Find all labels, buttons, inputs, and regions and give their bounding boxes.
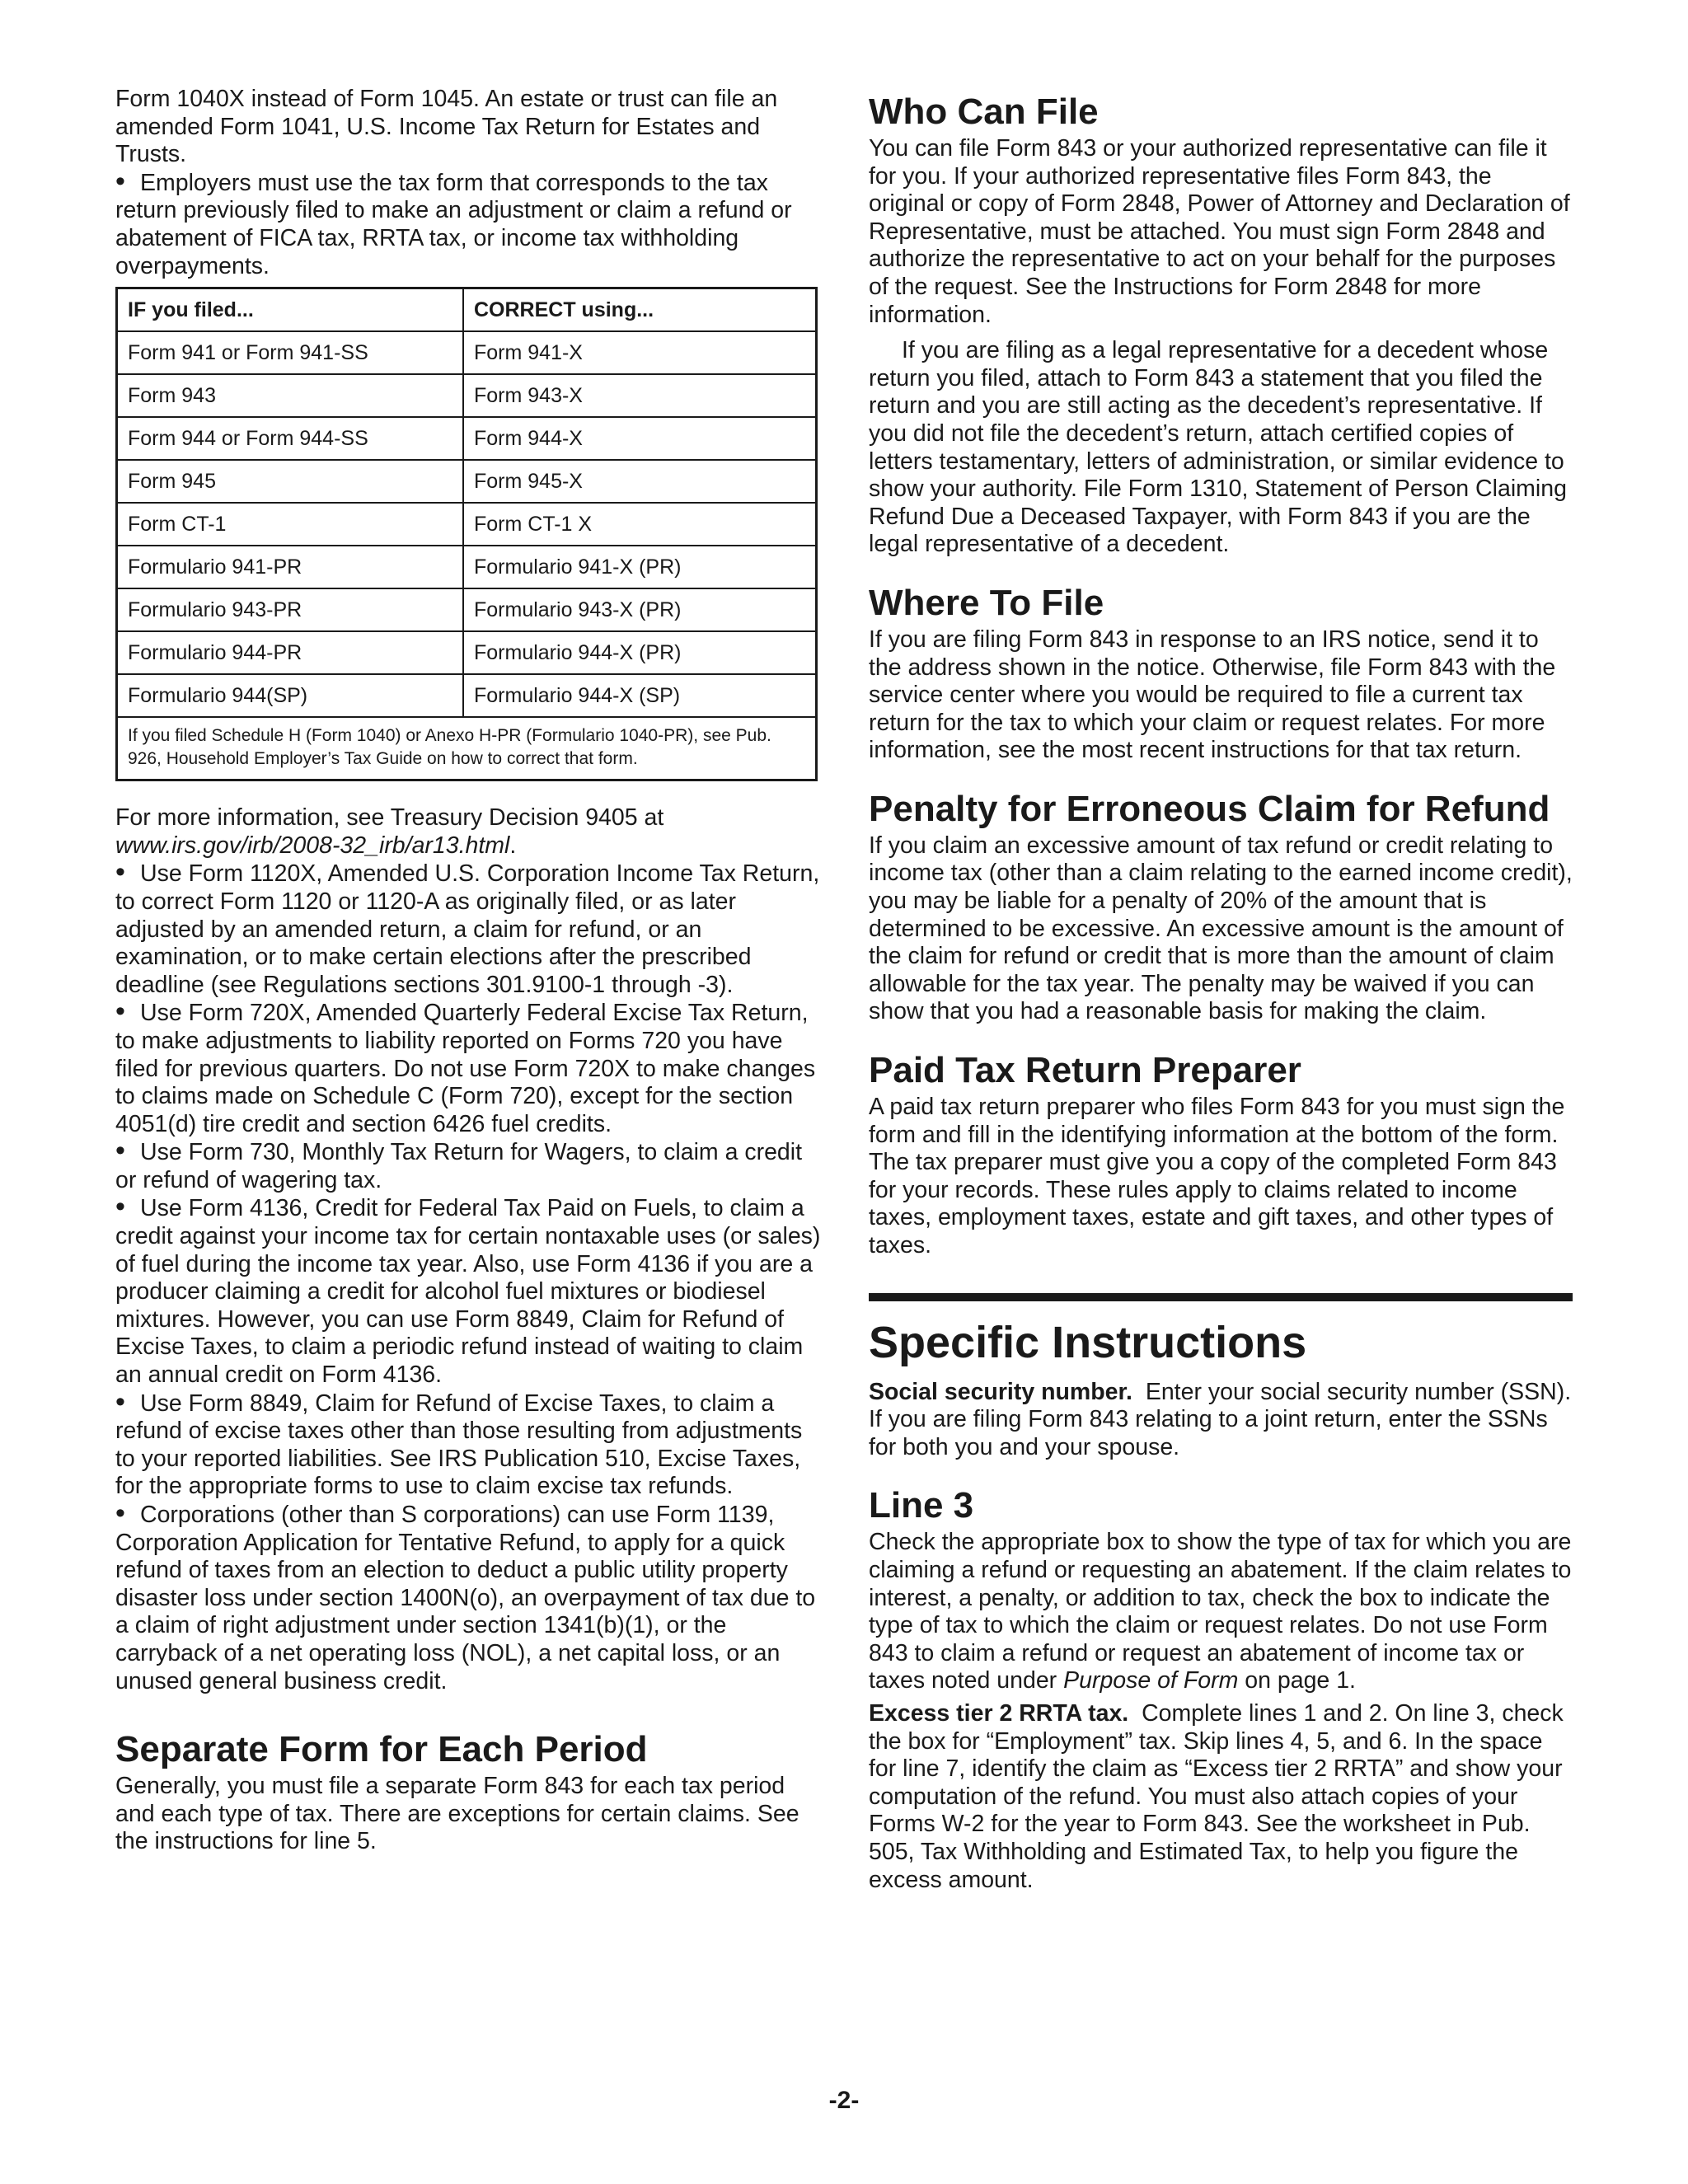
cell-correct: Form 943-X [463,374,817,417]
ssn-label: Social security number. [869,1378,1132,1405]
cell-filed: Form 945 [117,460,464,503]
form-720x-paragraph [115,999,821,1138]
line-3-paragraph [869,1529,1573,1695]
cell-correct: Formulario 943-X (PR) [463,588,817,631]
form-8849-paragraph [115,1390,821,1501]
heading-paid-preparer: Paid Tax Return Preparer [869,1050,1301,1091]
more-info-text: For more information, see Treasury Decision 9405 at [115,804,664,832]
table-row [117,503,817,546]
table-row [117,674,817,717]
more-info-period: . [509,832,517,859]
cell-correct: Formulario 941-X (PR) [463,546,817,588]
rrta-label: Excess tier 2 RRTA tax. [869,1699,1129,1727]
more-info-paragraph [115,804,821,860]
heading-specific-instructions: Specific Instructions [869,1317,1307,1367]
separate-form-paragraph: Generally, you must file a separate Form 843 for each tax period and each type of tax. There are exceptions for certain claims. See the instructions for line 5. [115,1773,799,1855]
cell-correct: Form 945-X [463,460,817,503]
table-row [117,460,817,503]
where-to-file-paragraph: If you are filing Form 843 in response to an IRS notice, send it to the address shown in the notice. Otherwise, file Form 843 with the service center where you would be required to file a current tax return for the tax to which your claim or request relates. For more information, see the most recent instructions for that tax return. [869,626,1556,764]
line-3-text: Check the appropriate box to show the type of tax for which you are claiming a refund or requesting an abatement. If the claim relates to interest, a penalty, or addition to tax, check the box to indicate the type of tax to which the claim or request relates. Do not use Form 843 to claim a refund or request an abatement of income tax or taxes noted under [869,1529,1572,1694]
rrta-paragraph [869,1700,1573,1894]
rrta-text: Complete lines 1 and 2. On line 3, check the box for “Employment” tax. Skip lines 4, 5, and 6. In the space for line 7, identify the claim as “Excess tier 2 RRTA” and show your computation of the refund. You must also attach copies of your Forms W-2 for the year to Form 843. See the worksheet in Pub. 505, Tax Withholding and Estimated Tax, to help you figure the excess amount. [869,1699,1564,1893]
employers-paragraph [115,169,821,280]
form-1139-text: Corporations (other than S corporations) can use Form 1139, Corporation Application for Tentative Refund, to apply for a quick refund of taxes from an election to deduct a public utility property disaster loss under section 1400N(o), an overpayment of tax due to a claim of right adjustment under section 1341(b)(1), or the carryback of a net operating loss (NOL), a net capital loss, or an unused general business credit. [115,1502,816,1694]
table-row [117,631,817,674]
cell-filed: Formulario 944-PR [117,631,464,674]
table-row [117,331,817,374]
form-1120x-text: Use Form 1120X, Amended U.S. Corporation Income Tax Return, to correct Form 1120 or 1120-A as originally filed, or as later adjusted by an amended return, a claim for refund, or an examination, or to make certain elections after the prescribed deadline (see Regulations sections 301.9100-1 through -3). [115,860,820,998]
treasury-decision-link[interactable]: www.irs.gov/irb/2008-32_irb/ar13.html [115,832,510,859]
cell-correct: Form 941-X [463,331,817,374]
page-number: -2- [828,2087,860,2114]
heading-line-3: Line 3 [869,1485,974,1526]
form-8849-text: Use Form 8849, Claim for Refund of Excise Taxes, to claim a refund of excise taxes other than those resulting from adjustments to your reported liabilities. See IRS Publication 510, Excise Taxes, for the appropriate forms to use to claim excise tax refunds. [115,1390,803,1500]
heading-who-can-file: Who Can File [869,91,1099,132]
ssn-paragraph [869,1379,1573,1462]
purpose-of-form-ref: Purpose of Form [1063,1667,1239,1694]
cell-correct: Form CT-1 X [463,503,817,546]
header-if-filed: IF you filed... [117,288,464,332]
section-divider-rule [869,1293,1573,1301]
who-can-file-paragraph: You can file Form 843 or your authorized representative can file it for you. If your authorized representative files Form 843, the original or copy of Form 2848, Power of Attorney and Declaration of Representative, must be attached. You must sign Form 2848 and authorize the representative to act on your behalf for the purposes of the request. See the Instructions for Form 2848 for more information. [869,135,1570,328]
ssn-text: Enter your social security number (SSN). If you are filing Form 843 relating to a joint return, enter the SSNs for both you and your spouse. [869,1378,1572,1460]
left-column [115,86,821,1856]
form-730-text: Use Form 730, Monthly Tax Return for Wagers, to claim a credit or refund of wagering tax. [115,1139,803,1193]
cell-filed: Form CT-1 [117,503,464,546]
header-correct-using: CORRECT using... [463,288,817,332]
cell-filed: Form 944 or Form 944-SS [117,417,464,460]
cell-filed: Formulario 943-PR [117,588,464,631]
form-720x-text: Use Form 720X, Amended Quarterly Federal Excise Tax Return, to make adjustments to liability reported on Forms 720 you have filed for previous quarters. Do not use Form 720X to make changes to claims made on Schedule C (Form 720), except for the section 4051(d) tire credit and section 6426 fuel credits. [115,1000,816,1137]
line-3-end: on page 1. [1245,1667,1356,1694]
employers-text: Employers must use the tax form that corresponds to the tax return previously filed to make an adjustment or claim a refund or abatement of FICA tax, RRTA tax, or income tax withholding overpayments. [115,169,792,279]
penalty-paragraph: If you claim an excessive amount of tax refund or credit relating to income tax (other than a claim relating to the earned income credit), you may be liable for a penalty of 20% of the amount that is determined to be excessive. An excessive amount is the amount of the claim for refund or credit that is more than the amount of claim allowable for the tax year. The penalty may be waived if you can show that you had a reasonable basis for making the claim. [869,832,1573,1025]
form-4136-paragraph [115,1194,821,1389]
heading-where-to-file: Where To File [869,582,1104,623]
cell-correct: Form 944-X [463,417,817,460]
table-row [117,417,817,460]
form-4136-text: Use Form 4136, Credit for Federal Tax Paid on Fuels, to claim a credit against your income tax for certain nontaxable uses (or sales) of fuel during the income tax year. Also, use Form 4136 if you are a producer claiming a credit for alcohol fuel mixtures or biodiesel mixtures. However, you can use Form 8849, Claim for Refund of Excise Taxes, to claim a periodic refund instead of waiting to claim an annual credit on Form 4136. [115,1195,821,1389]
form-1120x-paragraph [115,860,821,999]
paid-preparer-paragraph: A paid tax return preparer who files Form 843 for you must sign the form and fill in the identifying information at the bottom of the form. The tax preparer must give you a copy of the completed Form 843 for your records. These rules apply to claims related to income taxes, employment taxes, estate and gift taxes, and other types of taxes. [869,1094,1565,1258]
cell-filed: Form 941 or Form 941-SS [117,331,464,374]
cell-filed: Formulario 941-PR [117,546,464,588]
heading-separate-form: Separate Form for Each Period [115,1729,648,1770]
form-730-paragraph [115,1138,821,1194]
table-row [117,374,817,417]
right-column [869,89,1573,1894]
table-row [117,588,817,631]
table-note: If you filed Schedule H (Form 1040) or Anexo H-PR (Formulario 1040-PR), see Pub. 926, Household Employer’s Tax Guide on how to correct that form. [117,717,817,780]
table-note-row [117,717,817,780]
table-row [117,546,817,588]
heading-penalty: Penalty for Erroneous Claim for Refund [869,788,1550,829]
cell-filed: Form 943 [117,374,464,417]
cell-correct: Formulario 944-X (PR) [463,631,817,674]
cell-filed: Formulario 944(SP) [117,674,464,717]
cell-correct: Formulario 944-X (SP) [463,674,817,717]
intro-paragraph: Form 1040X instead of Form 1045. An estate or trust can file an amended Form 1041, U.S. Income Tax Return for Estates and Trusts. [115,86,778,168]
table-header-row [117,288,817,332]
correction-forms-table [115,287,818,781]
legal-representative-paragraph: If you are filing as a legal representative for a decedent whose return you filed, attach to Form 843 a statement that you filed the return and you are still acting as the decedent’s representative. If you did not file the decedent’s return, attach certified copies of letters testamentary, letters of administration, or similar evidence to show your authority. File Form 1310, Statement of Person Claiming Refund Due a Deceased Taxpayer, with Form 843 if you are the legal representative of a decedent. [869,337,1567,558]
form-1139-paragraph [115,1501,821,1695]
